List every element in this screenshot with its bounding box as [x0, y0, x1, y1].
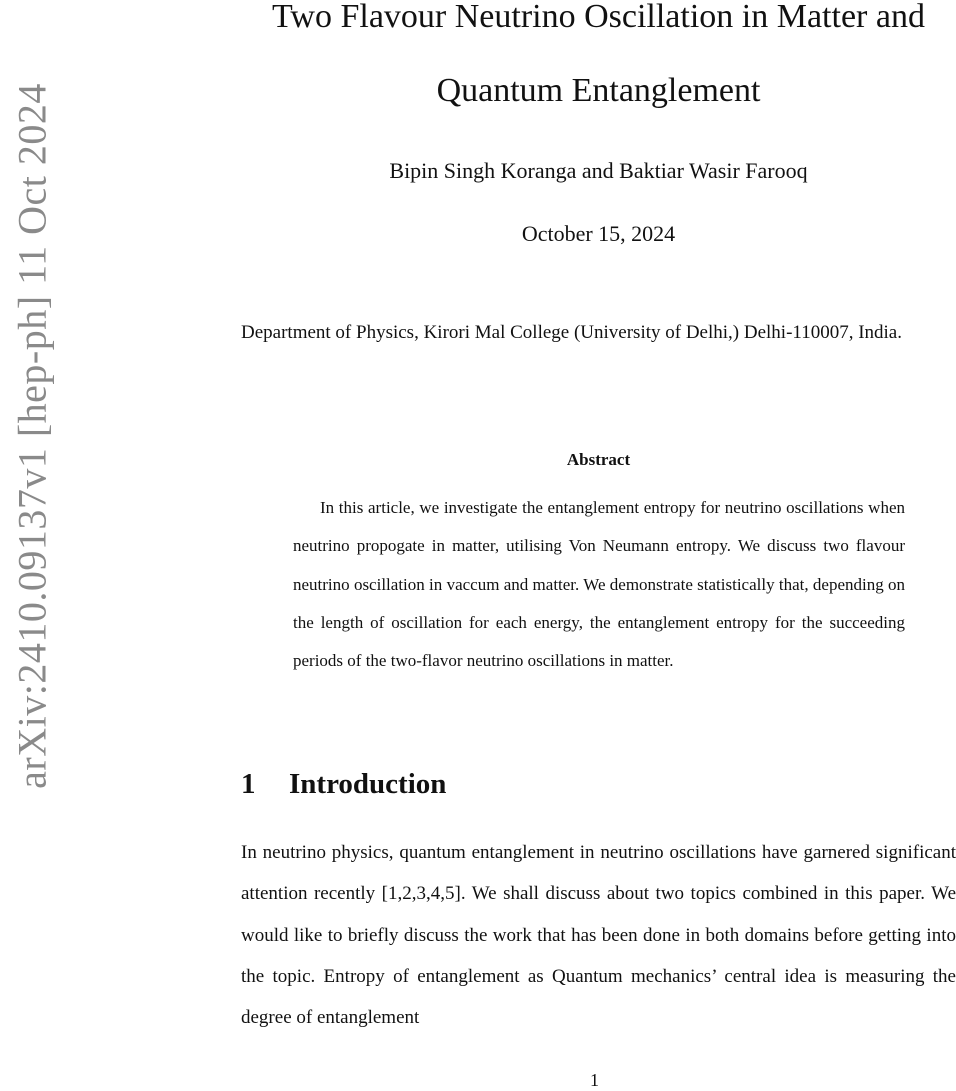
abstract-text: In this article, we investigate the entanglement entropy for neutrino oscillations when neutrino propogate in matter, utilising Von Neumann entropy. We discuss two flavour neutrino oscillation in vaccum and matter. We demonstrate statistically that, depending on the length of oscillation for each energy, the entanglement entropy for the succeeding periods of the two-flavor neutrino oscillations in matter. [293, 498, 905, 671]
section-title: Introduction [289, 768, 447, 800]
paper-authors: Bipin Singh Koranga and Baktiar Wasir Farooq [389, 158, 808, 183]
paper-title: Two Flavour Neutrino Oscillation in Matter and Quantum Entanglement [272, 0, 925, 109]
page-number: 1 [590, 1070, 599, 1090]
arxiv-watermark: arXiv:2410.09137v1 [hep-ph] 11 Oct 2024 [9, 83, 55, 789]
author-affiliation: Department of Physics, Kirori Mal College (University of Delhi,) Delhi-110007, India. [241, 322, 902, 343]
paper-date: October 15, 2024 [521, 221, 676, 246]
section-number: 1 [241, 768, 256, 800]
introduction-text: In neutrino physics, quantum entanglement in neutrino oscillations have garnered significant attention recently [1,2,3,4,5]. We shall discuss about two topics combined in this paper. We would like to briefly discuss the work that has been done in both domains before getting into the topic. Entropy of entanglement as Quantum mechanics’ central idea is measuring the degree of entanglement [241, 842, 956, 1029]
section-heading [241, 768, 446, 801]
abstract-heading: Abstract [566, 450, 631, 469]
